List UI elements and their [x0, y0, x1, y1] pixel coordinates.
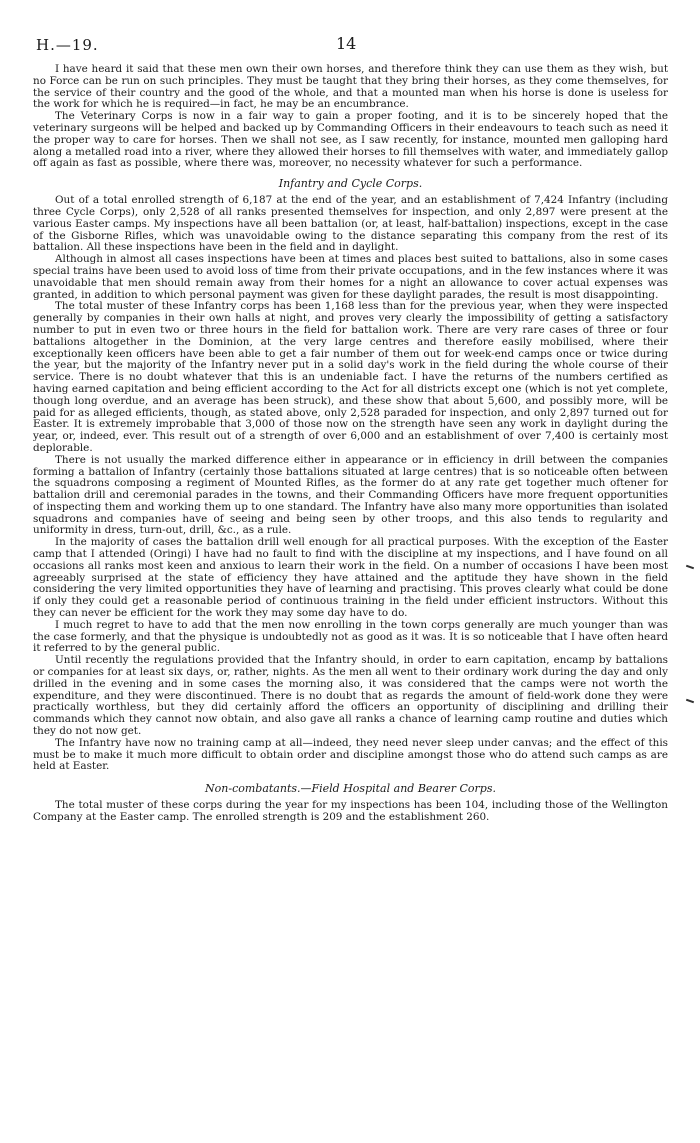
- report-reference: H.—19.: [36, 36, 99, 54]
- paragraph: Although in almost all cases inspections have been at times and places best suited to battalions, also in some cases special trains have been used to avoid loss of time from their private occupations, and in the few instances where it was unavoidable that men should remain away from their homes for a night an allowance to cover actual expenses was granted, in addition to which personal payment was given for these daylight parades, the result is most disappointing.: [33, 253, 668, 301]
- paragraph: In the majority of cases the battalion drill well enough for all practical purposes. With the exception of the Easter camp that I attended (Oringi) I have had no fault to find with the discipline at my inspections, and I have found on all occasions all ranks most keen and anxious to learn their work in the field. On a number of occasions I have been most agreeably surprised at the state of efficiency they have attained and the aptitude they have shown in the field considering the very limited opportunities they have of learning and practising. This proves clearly what could be done if only they could get a reasonable period of continuous training in the field under efficient instructors. Without this they can never be efficient for the work they may some day have to do.: [33, 536, 668, 620]
- paragraph: There is not usually the marked difference either in appearance or in efficiency in drill between the companies forming a battalion of Infantry (certainly those battalions situated at large centres) that is so noticeable often between the squadrons composing a regiment of Mounted Rifles, as the former do at any rate get together much oftener for battalion drill and ceremonial parades in the towns, and their Commanding Officers have more frequent opportunities of inspecting them and working them up to one standard. The Infantry have also many more opportunities than isolated squadrons and companies have of seeing and being seen by other troops, and this also tends to regularity and uniformity in dress, turn-out, drill, &c., as a rule.: [33, 453, 668, 537]
- paragraph: Until recently the regulations provided that the Infantry should, in order to earn capitation, encamp by battalions or companies for at least six days, or, rather, nights. As the men all went to their ordinary work during the day and only drilled in the evening and in some cases the morning also, it was considered that the camps were not worth the expenditure, and they were discontinued. There is no doubt that as regards the amount of field-work done they were practically worthless, but they did certainly afford the officers an opportunity of disciplining and drilling their commands which they cannot now obtain, and also gave all ranks a chance of learning camp routine and duties which they do not now get.: [33, 654, 668, 738]
- paragraph: The total muster of these corps during the year for my inspections has been 104, including those of the Wellington Company at the Easter camp. The enrolled strength is 209 and the establishment 260.: [33, 799, 668, 824]
- paragraph: Out of a total enrolled strength of 6,187 at the end of the year, and an establishment of 7,424 Infantry (including three Cycle Corps), only 2,528 of all ranks presented themselves for inspection, and only 2,897 were present at the various Easter camps. My inspections have all been battalion (or, at least, half-battalion) inspections, except in the case of the Gisborne Rifles, which was unavoidable owing to the distance separating this company from the rest of its battalion. All these inspections have been in the field and in daylight.: [33, 194, 668, 254]
- paragraph: I have heard it said that these men own their own horses, and therefore think they can use them as they wish, but no Force can be run on such principles. They must be taught that they bring their horses, as they come themselves, for the service of their country and the good of the whole, and that a mounted man when his horse is done is useless for the work for which he is required—in fact, he may be an encumbrance.: [33, 63, 668, 111]
- paragraph: I much regret to have to add that the men now enrolling in the town corps generally are much younger than was the case formerly, and that the physique is undoubtedly not as good as it was. It is so noticeable that I have often heard it referred to by the general public.: [33, 618, 668, 655]
- scan-mark: [686, 565, 694, 570]
- page-number: 14: [336, 34, 357, 53]
- scan-mark: [686, 699, 694, 704]
- paragraph: The Veterinary Corps is now in a fair way to gain a proper footing, and it is to be sincerely hoped that the veterinary surgeons will be helped and backed up by Commanding Officers in their endeavours to teach such as need it the proper way to care for horses. Then we shall not see, as I saw recently, for instance, mounted men galloping hard along a metalled road into a river, where they allowed their horses to fill themselves with water, and immediately gallop off again as fast as possible, where there was, moreover, no necessity whatever for such a performance.: [33, 110, 668, 170]
- section-heading-noncombatants: Non-combatants.—Field Hospital and Bearer Corps.: [205, 782, 496, 796]
- paragraph: The total muster of these Infantry corps has been 1,168 less than for the previous year, when they were inspected generally by companies in their own halls at night, and proves very clearly the impossibility of getting a satisfactory number to put in even two or three hours in the field for battalion work. There are very rare cases of three or four battalions altogether in the Dominion, at the very large centres and therefore easily mobilised, where their exceptionally keen officers have been able to get a fair number of them out for week-end camps once or twice during the year, but the majority of the Infantry never put in a solid day's work in the field during the whole course of their service. There is no doubt whatever that this is an undeniable fact. I have the returns of the numbers certified as having earned capitation and being efficient according to the Act for all districts except one (which is not yet complete, though long overdue, and an average has been struck), and these show that about 5,600, and possibly more, will be paid for as alleged efficients, though, as stated above, only 2,528 paraded for inspection, and only 2,897 turned out for Easter. It is extremely improbable that 3,000 of those now on the strength have seen any work in daylight during the year, or, indeed, ever. This result out of a strength of over 6,000 and an establishment of over 7,400 is certainly most deplorable.: [33, 300, 668, 454]
- document-body: [33, 64, 668, 824]
- paragraph: The Infantry have now no training camp at all—indeed, they need never sleep under canvas; and the effect of this must be to make it much more difficult to obtain order and discipline amongst those who do attend such camps as are held at Easter.: [33, 736, 668, 773]
- section-heading-infantry: Infantry and Cycle Corps.: [278, 177, 423, 191]
